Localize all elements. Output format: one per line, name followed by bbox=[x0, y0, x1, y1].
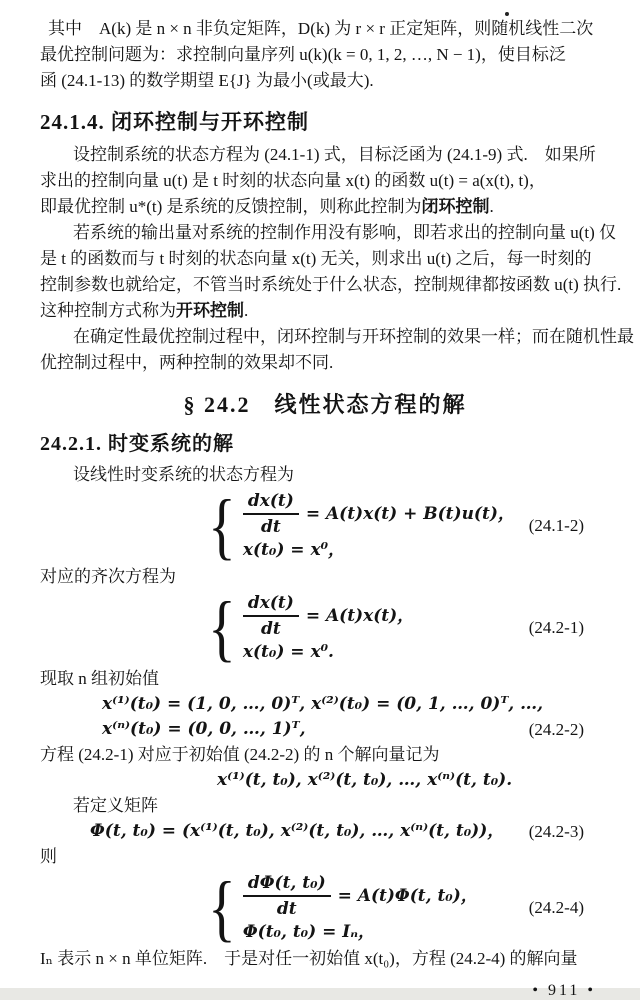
para3-line4-text: 这种控制方式称为 bbox=[40, 301, 176, 320]
lead-homogeneous: 对应的齐次方程为 bbox=[40, 567, 176, 586]
initial-vectors-1: x⁽¹⁾(t₀) = (1, 0, …, 0)ᵀ, x⁽²⁾(t₀) = (0, 1, …, 0)ᵀ, …, bbox=[102, 694, 544, 714]
initial-condition: x(t₀) = x⁰. bbox=[242, 642, 334, 662]
para3-line3: 控制参数也就给定，不管当时系统处于什么状态，控制规律都按函数 u(t) 执行. bbox=[40, 275, 622, 294]
equation-label: (24.1-2) bbox=[528, 516, 584, 535]
fraction-denominator: dt bbox=[276, 899, 297, 919]
equation-row-2 bbox=[243, 640, 414, 664]
fraction bbox=[243, 872, 331, 920]
fraction-numerator: dx(t) bbox=[243, 592, 299, 617]
fraction-denominator: dt bbox=[260, 619, 281, 639]
left-brace-icon: { bbox=[208, 585, 236, 669]
equation-label: (24.2-4) bbox=[528, 898, 584, 917]
para1-line2: 最优控制问题为：求控制向量序列 u(k)(k = 0, 1, 2, …, N − 1)，使目标泛 bbox=[40, 45, 566, 64]
phi-matrix-definition: Φ(t, t₀) = (x⁽¹⁾(t, t₀), x⁽²⁾(t, t₀), …, x⁽ⁿ⁾(t, t₀))， bbox=[90, 821, 505, 841]
para4-line1: 在确定性最优控制过程中，闭环控制与开环控制的效果一样；而在随机性最 bbox=[73, 327, 634, 346]
equation-row-2 bbox=[243, 538, 515, 562]
initial-condition: x(t₀) = x⁰， bbox=[242, 540, 346, 560]
scan-speck bbox=[505, 12, 509, 16]
equation-rhs: = A(t)Φ(t, t₀)， bbox=[337, 886, 478, 906]
equation-row-1 bbox=[243, 490, 515, 538]
para2-line3-text: 即最优控制 u*(t) 是系统的反馈控制，则称此控制为 bbox=[40, 197, 422, 216]
lead-solution-vectors: 方程 (24.2-1) 对应于初始值 (24.2-2) 的 n 个解向量记为 bbox=[40, 745, 440, 764]
initial-values-line2 bbox=[102, 717, 610, 742]
solution-vectors-line bbox=[217, 768, 610, 793]
equation-row-1 bbox=[243, 592, 414, 640]
closing-line: Iₙ 表示 n × n 单位矩阵. 于是对任一初始值 x(t₀)，方程 (24.2-4) 的解向量 bbox=[40, 949, 578, 968]
initial-values-line1 bbox=[102, 692, 610, 717]
equation-rhs: = A(t)x(t)， bbox=[305, 606, 415, 626]
equation-rows bbox=[243, 490, 515, 562]
fraction-numerator: dx(t) bbox=[243, 490, 299, 515]
left-brace-icon: { bbox=[208, 483, 236, 567]
fraction bbox=[243, 592, 299, 640]
chapter-section-heading-24-2: § 24.2 线性状态方程的解 bbox=[183, 392, 467, 417]
para2-line3-period: . bbox=[489, 197, 494, 216]
fraction-numerator: dΦ(t, t₀) bbox=[243, 872, 331, 897]
equation-24-2-1 bbox=[208, 585, 610, 669]
equation-24-1-2 bbox=[208, 483, 610, 567]
lead-define-matrix: 若定义矩阵 bbox=[73, 796, 158, 815]
fraction bbox=[243, 490, 299, 538]
equation-rows bbox=[243, 592, 414, 664]
equation-label: (24.2-3) bbox=[528, 822, 584, 841]
equation-label: (24.2-2) bbox=[528, 720, 584, 739]
para3-line4 bbox=[40, 298, 610, 324]
para3-line1: 若系统的输出量对系统的控制作用没有影响，即若求出的控制向量 u(t) 仅 bbox=[73, 223, 617, 242]
equation-rows bbox=[243, 872, 478, 944]
lead-then: 则 bbox=[40, 847, 57, 866]
equation-24-2-4 bbox=[208, 865, 610, 949]
equation-24-2-3 bbox=[90, 819, 610, 844]
bold-term-closed-loop-control: 闭环控制 bbox=[421, 197, 490, 216]
fraction-denominator: dt bbox=[260, 517, 281, 537]
para1-line3: 函 (24.1-13) 的数学期望 E{J} 为最小(或最大). bbox=[40, 71, 374, 90]
para2-line3 bbox=[40, 194, 610, 220]
equation-label: (24.2-1) bbox=[528, 618, 584, 637]
para3-line2: 是 t 的函数而与 t 时刻的状态向量 x(t) 无关，则求出 u(t) 之后，每一时刻的 bbox=[40, 249, 592, 268]
equation-row-1 bbox=[243, 872, 478, 920]
left-brace-icon: { bbox=[208, 865, 236, 949]
solution-vectors: x⁽¹⁾(t, t₀), x⁽²⁾(t, t₀), …, x⁽ⁿ⁾(t, t₀). bbox=[217, 770, 513, 790]
subsection-heading-24-2-1: 24.2.1. 时变系统的解 bbox=[40, 433, 234, 455]
initial-condition: Φ(t₀, t₀) = Iₙ， bbox=[242, 922, 375, 942]
para2-line1: 设控制系统的状态方程为 (24.1-1) 式，目标泛函为 (24.1-9) 式. 如果所 bbox=[73, 145, 596, 164]
initial-vectors-2: x⁽ⁿ⁾(t₀) = (0, 0, …, 1)ᵀ, bbox=[102, 719, 306, 739]
section-heading-24-1-4: 24.1.4. 闭环控制与开环控制 bbox=[40, 110, 309, 134]
para4-line2: 优控制过程中，两种控制的效果却不同. bbox=[40, 353, 334, 372]
lead-state-equation: 设线性时变系统的状态方程为 bbox=[73, 465, 294, 484]
para2-line2: 求出的控制向量 u(t) 是 t 时刻的状态向量 x(t) 的函数 u(t) = a(x(t), t)， bbox=[40, 171, 546, 190]
lead-initial-values: 现取 n 组初始值 bbox=[40, 669, 159, 688]
equation-rhs: = A(t)x(t) + B(t)u(t)， bbox=[305, 504, 515, 524]
bold-term-open-loop-control: 开环控制 bbox=[176, 301, 244, 320]
page-number: • 911 • bbox=[532, 982, 596, 999]
equation-row-2 bbox=[243, 920, 478, 944]
para3-line4-period: . bbox=[244, 301, 249, 320]
para1-line1: 其中 A(k) 是 n × n 非负定矩阵，D(k) 为 r × r 正定矩阵，则随机线性二次 bbox=[48, 19, 594, 38]
